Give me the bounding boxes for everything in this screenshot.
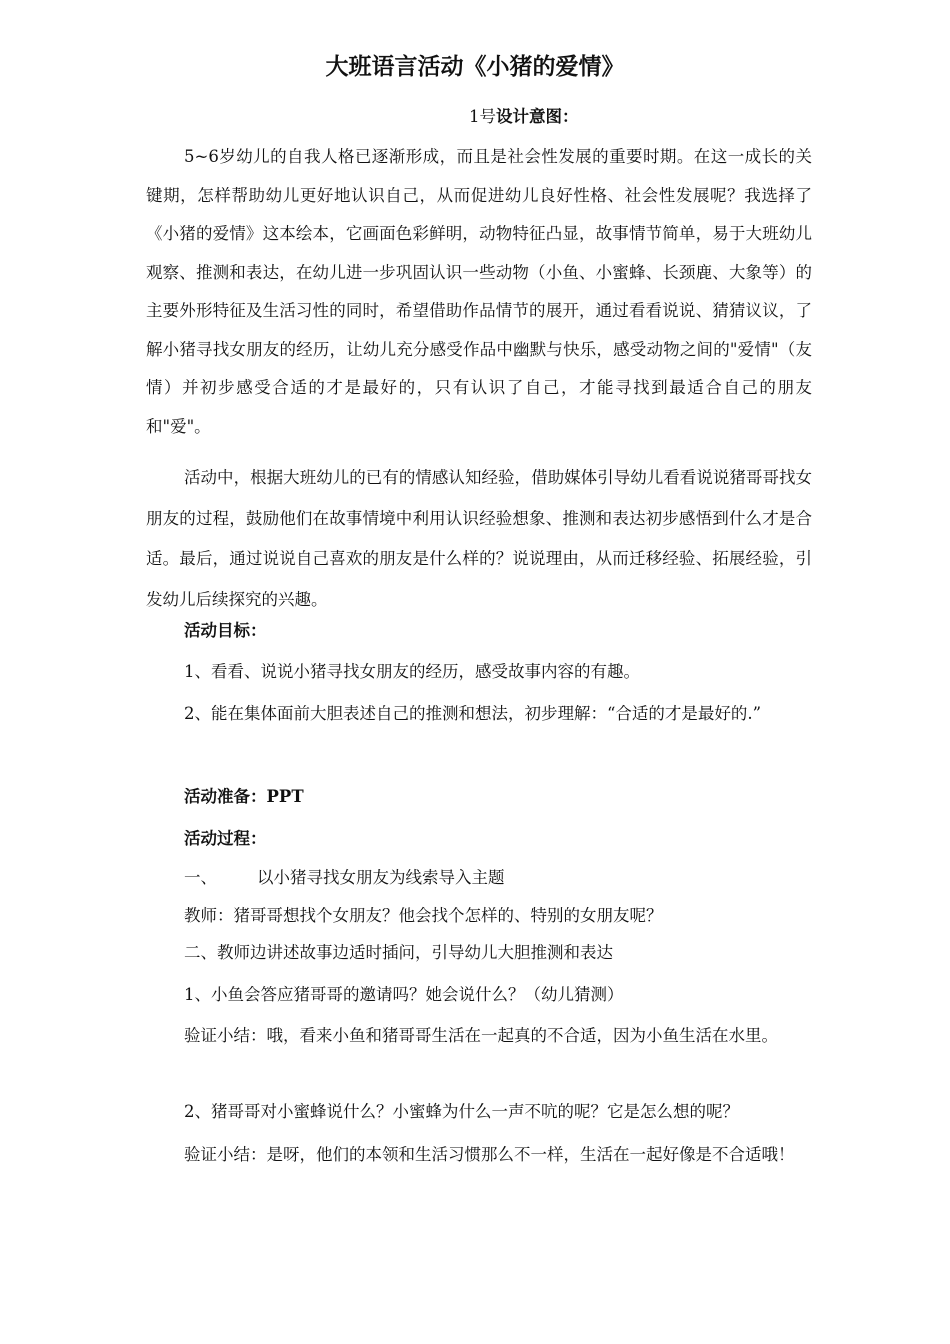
process-step-1-text: 以小猪寻找女朋友为线索导入主题 [257,868,505,887]
preparation-label: 活动准备： [184,787,267,806]
design-intent-paragraph-1: 5~6岁幼儿的自我人格已逐渐形成，而且是社会性发展的重要时期。在这一成长的关键期，怎样帮助幼儿更好地认识自己，从而促进幼儿良好性格、社会性发展呢？我选择了《小猪的爱情》这本绘本，它画面色彩鲜明，动物特征凸显，故事情节简单，易于大班幼儿观察、推测和表达，在幼儿进一步巩固认识一些动物（小鱼、小蜜蜂、长颈鹿、大象等）的主要外形特征及生活习性的同时，希望借助作品情节的展开，通过看看说说、猜猜议议，了解小猪寻找女朋友的经历，让幼儿充分感受作品中幽默与快乐，感受动物之间的"爱情"（友情）并初步感受合适的才是最好的，只有认识了自己，才能寻找到最适合自己的朋友和"爱"。 [146,147,812,436]
preparation-line [184,784,304,810]
question-1: 1、小鱼会答应猪哥哥的邀请吗？她会说什么？（幼儿猜测） [184,985,624,1004]
process-step-2: 二、教师边讲述故事边适时插问，引导幼儿大胆推测和表达 [184,943,613,962]
goal-item-2: 2、能在集体面前大胆表述自己的推测和想法，初步理解：“合适的才是最好的.” [184,704,762,723]
process-step-1 [184,865,505,891]
process-heading: 活动过程： [184,829,267,848]
design-intent-label: 设计意图： [496,107,579,126]
teacher-question: 教师：猪哥哥想找个女朋友？他会找个怎样的、特别的女朋友呢？ [184,906,663,925]
process-step-1-number: 一、 [184,868,217,887]
summary-1: 验证小结：哦，看来小鱼和猪哥哥生活在一起真的不合适，因为小鱼生活在水里。 [184,1026,778,1045]
design-intent-number: 1号 [469,107,496,126]
design-intent-heading [469,104,579,130]
goals-heading: 活动目标： [184,621,267,640]
goal-item-1: 1、看看、说说小猪寻找女朋友的经历，感受故事内容的有趣。 [184,662,640,681]
summary-2: 验证小结：是呀，他们的本领和生活习惯那么不一样，生活在一起好像是不合适哦！ [184,1145,795,1164]
document-title: 大班语言活动《小猪的爱情》 [325,54,625,80]
preparation-value: PPT [266,787,304,806]
design-intent-paragraph-2: 活动中，根据大班幼儿的已有的情感认知经验，借助媒体引导幼儿看看说说猪哥哥找女朋友的过程，鼓励他们在故事情境中利用认识经验想象、推测和表达初步感悟到什么才是合适。最后，通过说说自己喜欢的朋友是什么样的？说说理由，从而迁移经验、拓展经验，引发幼儿后续探究的兴趣。 [146,468,812,609]
question-2: 2、猪哥哥对小蜜蜂说什么？小蜜蜂为什么一声不吭的呢？它是怎么想的呢？ [184,1102,739,1121]
